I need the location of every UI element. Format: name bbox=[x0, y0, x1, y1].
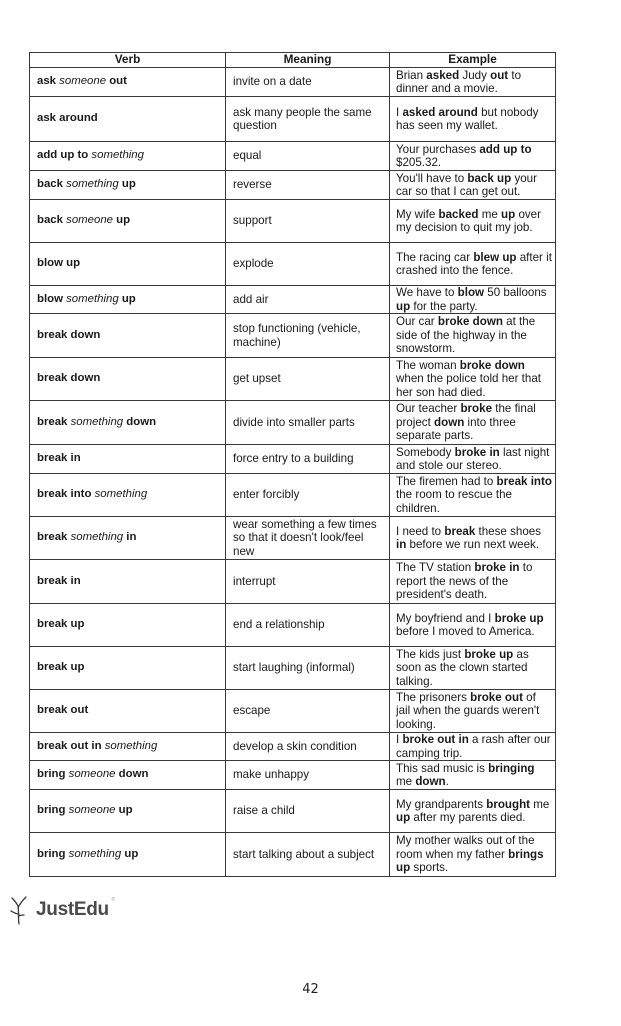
bold-term: add up to bbox=[37, 149, 92, 162]
logo-wordmark: JustEdu bbox=[36, 899, 109, 920]
bold-term: bring bbox=[37, 847, 69, 860]
cell-meaning: wear something a few times so that it doesn't look/feel new bbox=[226, 517, 390, 560]
text-segment: when the police told her that her son had died. bbox=[396, 372, 542, 399]
table-row bbox=[30, 690, 556, 733]
table-row bbox=[30, 790, 556, 833]
bold-term: up bbox=[501, 207, 516, 221]
table-row bbox=[30, 243, 556, 286]
table-body bbox=[30, 68, 556, 877]
italic-placeholder: something bbox=[70, 415, 124, 428]
bold-term: broke down bbox=[459, 358, 525, 372]
bold-term: asked bbox=[426, 68, 460, 82]
cell-example bbox=[390, 790, 556, 833]
table-row bbox=[30, 474, 556, 517]
cell-verb bbox=[30, 358, 226, 401]
bold-term: broke in bbox=[454, 445, 500, 459]
text-segment: I need to bbox=[396, 524, 445, 538]
table-row bbox=[30, 358, 556, 401]
table-row bbox=[30, 445, 556, 474]
text-segment: the final project bbox=[396, 402, 536, 429]
table-row bbox=[30, 142, 556, 171]
bold-term: break in bbox=[37, 452, 81, 465]
bold-term: broke up bbox=[494, 611, 544, 625]
cell-example bbox=[390, 286, 556, 314]
text-segment: The woman bbox=[396, 358, 460, 372]
cell-meaning: end a relationship bbox=[226, 604, 390, 647]
text-segment: over my decision to quit my job. bbox=[396, 207, 541, 234]
cell-verb bbox=[30, 314, 226, 358]
italic-placeholder: something bbox=[66, 178, 119, 191]
text-segment: these shoes bbox=[475, 524, 542, 538]
logo-text bbox=[36, 897, 115, 921]
bold-term: break bbox=[37, 531, 71, 544]
bold-term: break down bbox=[37, 328, 101, 341]
bold-term: break into bbox=[37, 488, 95, 501]
table-row bbox=[30, 647, 556, 690]
bold-term: blow bbox=[37, 292, 67, 305]
bold-term: up bbox=[121, 847, 139, 860]
table-row bbox=[30, 761, 556, 790]
text-segment: This sad music is bbox=[396, 761, 489, 775]
cell-meaning: escape bbox=[226, 690, 390, 733]
cell-example bbox=[390, 761, 556, 790]
cell-meaning: interrupt bbox=[226, 560, 390, 604]
bold-term: asked around bbox=[402, 105, 478, 119]
bold-term: back bbox=[37, 178, 67, 191]
bold-term: up bbox=[396, 299, 411, 313]
cell-verb bbox=[30, 833, 226, 877]
italic-placeholder: someone bbox=[68, 768, 116, 781]
text-segment: 50 balloons bbox=[484, 286, 547, 300]
text-segment: Somebody bbox=[396, 445, 455, 459]
italic-placeholder: someone bbox=[66, 214, 113, 227]
text-segment: me bbox=[478, 207, 502, 221]
table-row bbox=[30, 733, 556, 761]
text-segment: I bbox=[396, 105, 403, 119]
cell-meaning: enter forcibly bbox=[226, 474, 390, 517]
bold-term: break out bbox=[37, 704, 89, 717]
bold-term: bring bbox=[37, 804, 69, 817]
sprout-icon bbox=[8, 894, 30, 926]
text-segment: after it crashed into the fence. bbox=[396, 250, 552, 277]
cell-example bbox=[390, 97, 556, 142]
text-segment: me bbox=[530, 797, 550, 811]
text-segment: The TV station bbox=[396, 561, 475, 575]
table-row bbox=[30, 286, 556, 314]
italic-placeholder: something bbox=[94, 488, 148, 501]
cell-meaning: invite on a date bbox=[226, 68, 390, 97]
bold-term: up bbox=[118, 292, 136, 305]
bold-term: blew up bbox=[473, 250, 517, 264]
bold-term: down bbox=[115, 768, 149, 781]
phrasal-verbs-table bbox=[29, 52, 556, 877]
text-segment: Our teacher bbox=[396, 402, 461, 416]
text-segment: after my parents died. bbox=[410, 811, 526, 824]
cell-meaning: divide into smaller parts bbox=[226, 401, 390, 445]
bold-term: up bbox=[115, 804, 133, 817]
text-segment: My mother walks out of the room when my father bbox=[396, 834, 535, 861]
text-segment: of jail when the guards weren't looking. bbox=[396, 690, 540, 731]
bold-term: down bbox=[123, 415, 157, 428]
text-segment: the room to rescue the children. bbox=[396, 488, 512, 515]
table-header-row bbox=[30, 53, 556, 68]
text-segment: $205.32. bbox=[396, 156, 442, 169]
bold-term: broke in bbox=[474, 561, 520, 575]
bold-term: backed bbox=[438, 207, 479, 221]
cell-verb bbox=[30, 200, 226, 243]
bold-term: brought bbox=[486, 797, 531, 811]
cell-meaning: get upset bbox=[226, 358, 390, 401]
cell-example bbox=[390, 690, 556, 733]
cell-verb bbox=[30, 517, 226, 560]
cell-example bbox=[390, 517, 556, 560]
text-segment: but nobody has seen my wallet. bbox=[396, 105, 539, 132]
cell-example bbox=[390, 142, 556, 171]
bold-term: broke bbox=[460, 402, 493, 416]
text-segment: My boyfriend and I bbox=[396, 611, 495, 625]
italic-placeholder: something bbox=[68, 847, 122, 860]
table-row bbox=[30, 171, 556, 200]
text-segment: The prisoners bbox=[396, 690, 471, 704]
cell-example bbox=[390, 445, 556, 474]
text-segment: before we run next week. bbox=[406, 538, 540, 551]
cell-verb bbox=[30, 647, 226, 690]
italic-placeholder: something bbox=[70, 531, 124, 544]
cell-meaning: equal bbox=[226, 142, 390, 171]
page-number: 42 bbox=[302, 982, 319, 997]
bold-term: brings up bbox=[396, 847, 544, 875]
cell-meaning: reverse bbox=[226, 171, 390, 200]
bold-term: break down bbox=[37, 372, 101, 385]
italic-placeholder: something bbox=[104, 739, 158, 752]
registered-mark: ® bbox=[111, 897, 115, 903]
italic-placeholder: someone bbox=[59, 75, 107, 88]
cell-verb bbox=[30, 97, 226, 142]
cell-example bbox=[390, 314, 556, 358]
bold-term: back bbox=[37, 214, 67, 227]
cell-verb bbox=[30, 733, 226, 761]
text-segment: . bbox=[445, 775, 449, 788]
text-segment: The kids just bbox=[396, 647, 465, 661]
bold-term: blow bbox=[457, 286, 485, 300]
cell-example bbox=[390, 401, 556, 445]
cell-verb bbox=[30, 690, 226, 733]
cell-example bbox=[390, 647, 556, 690]
cell-example bbox=[390, 171, 556, 200]
text-segment: to dinner and a movie. bbox=[396, 68, 522, 95]
bold-term: up bbox=[113, 214, 131, 227]
bold-term: out bbox=[490, 68, 509, 82]
cell-meaning: develop a skin condition bbox=[226, 733, 390, 761]
cell-example bbox=[390, 243, 556, 286]
cell-meaning: ask many people the same question bbox=[226, 97, 390, 142]
column-header-verb: Verb bbox=[30, 53, 226, 68]
bold-term: break out in bbox=[37, 739, 105, 752]
bold-term: blow up bbox=[37, 257, 81, 270]
cell-meaning: explode bbox=[226, 243, 390, 286]
cell-example bbox=[390, 833, 556, 877]
cell-verb bbox=[30, 445, 226, 474]
text-segment: into three separate parts. bbox=[396, 415, 516, 443]
cell-verb bbox=[30, 243, 226, 286]
cell-verb bbox=[30, 401, 226, 445]
bold-term: ask bbox=[37, 75, 60, 88]
italic-placeholder: something bbox=[91, 149, 144, 162]
bold-term: add up to bbox=[479, 142, 532, 156]
text-segment: me bbox=[396, 775, 416, 788]
cell-meaning: add air bbox=[226, 286, 390, 314]
text-segment: Your purchases bbox=[396, 142, 480, 156]
text-segment: your car so that I can get out. bbox=[396, 171, 537, 198]
bold-term: down bbox=[415, 775, 446, 788]
text-segment: You'll have to bbox=[396, 171, 468, 185]
justedu-logo bbox=[8, 893, 115, 927]
bold-term: in bbox=[123, 531, 137, 544]
cell-example bbox=[390, 474, 556, 517]
cell-verb bbox=[30, 560, 226, 604]
text-segment: for the party. bbox=[410, 299, 478, 313]
cell-meaning: support bbox=[226, 200, 390, 243]
bold-term: break bbox=[444, 524, 476, 538]
cell-verb bbox=[30, 68, 226, 97]
bold-term: out bbox=[106, 75, 127, 88]
text-segment: My grandparents bbox=[396, 797, 487, 811]
bold-term: break up bbox=[37, 661, 85, 674]
text-segment: at the side of the highway in the snowstorm. bbox=[396, 315, 536, 356]
text-segment: Our car bbox=[396, 315, 438, 329]
column-header-meaning: Meaning bbox=[226, 53, 390, 68]
text-segment: Brian bbox=[396, 68, 427, 82]
table-row bbox=[30, 401, 556, 445]
cell-meaning: start talking about a subject bbox=[226, 833, 390, 877]
bold-term: down bbox=[434, 415, 465, 429]
cell-verb bbox=[30, 790, 226, 833]
bold-term: broke out in bbox=[402, 733, 469, 747]
cell-verb bbox=[30, 761, 226, 790]
table-row bbox=[30, 314, 556, 358]
bold-term: break up bbox=[37, 618, 85, 631]
bold-term: bringing bbox=[488, 761, 535, 775]
table-row bbox=[30, 68, 556, 97]
text-segment: before I moved to America. bbox=[396, 625, 535, 638]
text-segment: as soon as the clown started talking. bbox=[396, 647, 529, 688]
cell-example bbox=[390, 604, 556, 647]
bold-term: break in bbox=[37, 574, 81, 587]
bold-term: up bbox=[396, 811, 411, 824]
bold-term: up bbox=[118, 178, 136, 191]
bold-term: back up bbox=[467, 171, 512, 185]
table-row bbox=[30, 97, 556, 142]
table-row bbox=[30, 604, 556, 647]
text-segment: The firemen had to bbox=[396, 474, 497, 488]
bold-term: in bbox=[396, 538, 407, 551]
column-header-example: Example bbox=[390, 53, 556, 68]
bold-term: bring bbox=[37, 768, 69, 781]
cell-example bbox=[390, 560, 556, 604]
table-row bbox=[30, 200, 556, 243]
bold-term: break into bbox=[496, 474, 552, 488]
cell-meaning: make unhappy bbox=[226, 761, 390, 790]
text-segment: The racing car bbox=[396, 250, 474, 264]
table-row bbox=[30, 517, 556, 560]
bold-term: break bbox=[37, 415, 71, 428]
cell-verb bbox=[30, 286, 226, 314]
italic-placeholder: someone bbox=[68, 804, 116, 817]
cell-example bbox=[390, 200, 556, 243]
cell-meaning: raise a child bbox=[226, 790, 390, 833]
text-segment: My wife bbox=[396, 207, 439, 221]
cell-example bbox=[390, 68, 556, 97]
italic-placeholder: something bbox=[66, 292, 119, 305]
cell-verb bbox=[30, 142, 226, 171]
text-segment: I bbox=[396, 733, 403, 747]
cell-verb bbox=[30, 171, 226, 200]
cell-verb bbox=[30, 474, 226, 517]
cell-meaning: start laughing (informal) bbox=[226, 647, 390, 690]
table-row bbox=[30, 833, 556, 877]
bold-term: broke up bbox=[464, 647, 514, 661]
text-segment: to report the news of the president's death. bbox=[396, 561, 533, 602]
cell-verb bbox=[30, 604, 226, 647]
cell-example bbox=[390, 358, 556, 401]
bold-term: broke down bbox=[437, 315, 503, 329]
bold-term: broke out bbox=[470, 690, 523, 704]
cell-example bbox=[390, 733, 556, 761]
cell-meaning: force entry to a building bbox=[226, 445, 390, 474]
text-segment: sports. bbox=[410, 861, 449, 875]
text-segment: We have to bbox=[396, 286, 458, 300]
text-segment: a rash after our camping trip. bbox=[396, 733, 551, 760]
cell-meaning: stop functioning (vehicle, machine) bbox=[226, 314, 390, 358]
text-segment: Judy bbox=[459, 68, 491, 82]
bold-term: ask around bbox=[37, 112, 98, 125]
text-segment: last night and stole our stereo. bbox=[396, 445, 550, 472]
table-row bbox=[30, 560, 556, 604]
